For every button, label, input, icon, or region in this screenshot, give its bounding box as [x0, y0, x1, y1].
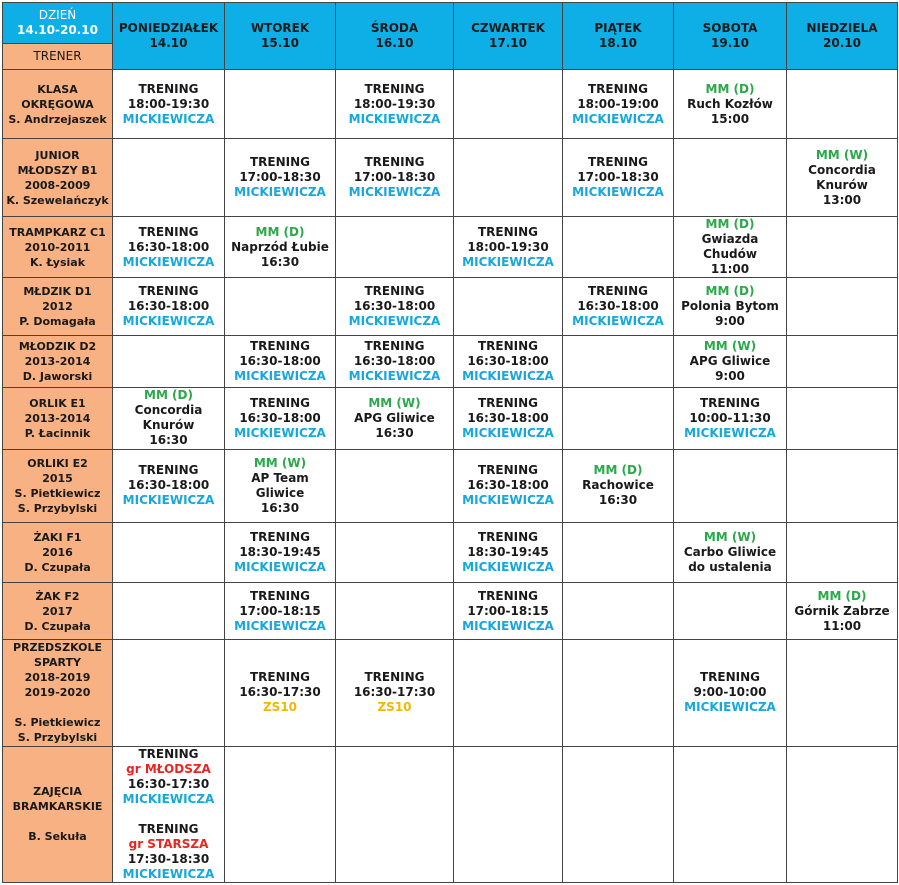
schedule-cell — [563, 139, 674, 217]
entry-line: MICKIEWICZA — [122, 866, 215, 881]
team-line: MŁODSZY B1 — [17, 163, 98, 177]
entry-line: MM (D) — [593, 463, 643, 478]
entry-line: MICKIEWICZA — [122, 791, 215, 806]
schedule-cell — [336, 217, 454, 278]
entry-line: MICKIEWICZA — [122, 493, 215, 508]
entry-line: TRENING — [477, 338, 539, 353]
day-header — [787, 3, 898, 70]
schedule-cell — [563, 583, 674, 640]
day-header — [225, 3, 336, 70]
entry-line: 16:30-18:00 — [127, 299, 210, 314]
schedule-cell — [225, 278, 336, 335]
table-row — [3, 640, 898, 746]
entry-line: ZS10 — [377, 700, 412, 715]
schedule-cell — [563, 217, 674, 278]
day-name: WTOREK — [250, 21, 310, 35]
team-line: KLASA — [37, 82, 78, 96]
schedule-cell — [674, 387, 787, 449]
day-name: CZWARTEK — [471, 21, 545, 35]
entry-line: 9:00 — [715, 314, 745, 329]
entry-line: 16:30-17:30 — [127, 776, 210, 791]
schedule-cell — [563, 335, 674, 387]
entry-line: MICKIEWICZA — [234, 425, 326, 440]
entry-line: MICKIEWICZA — [572, 185, 664, 200]
entry-line: 16:30-18:00 — [127, 478, 210, 493]
team-line: D. Czupała — [24, 619, 91, 633]
schedule-cell — [787, 139, 898, 217]
entry-line: TRENING — [477, 463, 539, 478]
schedule-cell — [225, 583, 336, 640]
entry-line: TRENING — [587, 81, 649, 96]
entry-line: TRENING — [249, 395, 311, 410]
entry-line: 16:30-18:00 — [467, 410, 549, 425]
day-name: ŚRODA — [370, 21, 419, 35]
schedule-cell — [336, 746, 454, 882]
entry-line: TRENING — [477, 395, 539, 410]
entry-line: MICKIEWICZA — [348, 185, 441, 200]
team-line: ŻAKI F1 — [33, 531, 82, 545]
entry-line: TRENING — [477, 530, 539, 545]
team-cell — [3, 583, 113, 640]
entry-line: Chudów — [703, 247, 757, 262]
team-cell — [3, 387, 113, 449]
team-line: SPARTY — [34, 656, 81, 670]
schedule-cell — [336, 335, 454, 387]
team-line: OKRĘGOWA — [21, 97, 94, 111]
entry-line: 16:30-18:00 — [353, 299, 436, 314]
day-name: SOBOTA — [702, 21, 758, 35]
day-date: 14.10 — [149, 36, 188, 50]
entry-line: 18:00-19:30 — [467, 239, 549, 254]
entry-line: MICKIEWICZA — [234, 185, 326, 200]
entry-line: MICKIEWICZA — [234, 560, 326, 575]
entry-line: Rachowice — [582, 478, 654, 493]
entry-line: MICKIEWICZA — [462, 368, 554, 383]
schedule-cell — [674, 583, 787, 640]
entry-line: 9:00-10:00 — [693, 685, 767, 700]
entry-line: TRENING — [138, 81, 199, 96]
schedule-cell — [113, 217, 225, 278]
schedule-cell — [113, 449, 225, 522]
entry-line: 17:00-18:30 — [239, 170, 321, 185]
entry-line: Polonia Bytom — [681, 299, 779, 314]
team-line: S. Andrzejaszek — [8, 112, 107, 126]
schedule-cell — [674, 640, 787, 746]
team-cell — [3, 640, 113, 746]
entry-line: Carbo Gliwice — [683, 545, 777, 560]
schedule-cell — [454, 217, 563, 278]
entry-line: MICKIEWICZA — [348, 368, 441, 383]
team-line: MŁODZIK D2 — [18, 339, 97, 353]
schedule-cell — [336, 278, 454, 335]
team-line: 2012 — [42, 300, 73, 314]
schedule-cell — [225, 387, 336, 449]
entry-line: MICKIEWICZA — [234, 368, 326, 383]
day-header — [563, 3, 674, 70]
entry-line: 17:30-18:30 — [127, 851, 210, 866]
entry-line: MICKIEWICZA — [684, 700, 776, 715]
entry-line: TRENING — [364, 155, 425, 170]
table-row — [3, 70, 898, 139]
entry-line: 16:30 — [260, 254, 300, 269]
entry-line: MM (D) — [705, 284, 755, 299]
team-line: 2019-2020 — [24, 686, 91, 700]
entry-line: MICKIEWICZA — [122, 254, 215, 269]
entry-line: 10:00-11:30 — [689, 410, 771, 425]
schedule-cell — [563, 449, 674, 522]
entry-line: gr STARSZA — [128, 836, 209, 851]
team-line: K. Szewelańczyk — [6, 193, 109, 207]
schedule-cell — [113, 583, 225, 640]
schedule-cell — [454, 278, 563, 335]
table-row — [3, 278, 898, 335]
entry-line: TRENING — [699, 670, 761, 685]
entry-line: 15:00 — [710, 111, 750, 126]
team-line: P. Łacinnik — [24, 426, 91, 440]
schedule-cell — [787, 335, 898, 387]
team-line: MŁDZIK D1 — [23, 285, 92, 299]
schedule-cell — [454, 449, 563, 522]
entry-line: MM (D) — [144, 388, 193, 403]
schedule-cell — [454, 139, 563, 217]
team-cell — [3, 449, 113, 522]
coach-label: TRENER — [3, 44, 113, 70]
schedule-cell — [454, 523, 563, 583]
day-date: 19.10 — [711, 36, 749, 50]
team-line: D. Jaworski — [22, 369, 93, 383]
schedule-cell — [563, 746, 674, 882]
entry-line: MICKIEWICZA — [462, 618, 554, 633]
schedule-cell — [674, 449, 787, 522]
entry-line: TRENING — [138, 284, 199, 299]
entry-line: TRENING — [249, 670, 311, 685]
entry-line: Gliwice — [255, 485, 305, 500]
entry-line: TRENING — [587, 284, 649, 299]
day-name: NIEDZIELA — [806, 21, 878, 35]
schedule-cell — [225, 449, 336, 522]
team-line: ŻAK F2 — [35, 589, 80, 603]
entry-line: Ruch Kozłów — [687, 96, 773, 111]
team-line: 2016 — [42, 546, 73, 560]
entry-line: MICKIEWICZA — [684, 425, 776, 440]
day-header — [674, 3, 787, 70]
schedule-cell — [336, 640, 454, 746]
team-line: 2013-2014 — [24, 411, 91, 425]
day-date: 20.10 — [823, 36, 861, 50]
schedule-cell — [674, 335, 787, 387]
entry-line: MICKIEWICZA — [572, 314, 664, 329]
entry-line: Knurów — [816, 177, 868, 192]
day-date: 17.10 — [489, 36, 527, 50]
team-line: ORLIK E1 — [29, 396, 86, 410]
schedule-cell — [454, 387, 563, 449]
day-name: PIĄTEK — [594, 21, 642, 35]
entry-line: TRENING — [364, 81, 425, 96]
entry-line: Concordia — [808, 162, 876, 177]
entry-line: MICKIEWICZA — [462, 425, 554, 440]
entry-line: 16:30-18:00 — [467, 478, 549, 493]
schedule-cell — [225, 139, 336, 217]
schedule-cell — [225, 335, 336, 387]
week-range: 14.10-20.10 — [17, 23, 98, 37]
entry-line: MM (W) — [368, 395, 421, 410]
team-cell — [3, 278, 113, 335]
entry-line: Górnik Zabrze — [794, 603, 890, 618]
team-line: S. Przybylski — [17, 501, 98, 515]
entry-line: 16:30-18:00 — [239, 353, 321, 368]
entry-line: MICKIEWICZA — [572, 111, 664, 126]
schedule-cell — [225, 217, 336, 278]
entry-line: MICKIEWICZA — [122, 314, 215, 329]
schedule-cell — [674, 746, 787, 882]
day-header — [336, 3, 454, 70]
entry-line: 16:30-18:00 — [127, 239, 210, 254]
schedule-cell — [225, 640, 336, 746]
schedule-cell — [563, 70, 674, 139]
schedule-cell — [113, 278, 225, 335]
entry-line: MM (W) — [815, 147, 869, 162]
day-header — [113, 3, 225, 70]
entry-line: APG Gliwice — [689, 353, 771, 368]
entry-line: 18:30-19:45 — [239, 545, 321, 560]
schedule-cell — [787, 640, 898, 746]
entry-line: TRENING — [587, 155, 649, 170]
schedule-cell — [336, 139, 454, 217]
entry-line: TRENING — [364, 284, 425, 299]
schedule-cell — [563, 278, 674, 335]
entry-line: TRENING — [138, 224, 199, 239]
team-cell — [3, 139, 113, 217]
entry-line: 11:00 — [822, 618, 862, 633]
schedule-cell — [454, 335, 563, 387]
team-cell — [3, 217, 113, 278]
schedule-cell — [674, 139, 787, 217]
entry-line: 18:30-19:45 — [467, 545, 549, 560]
team-line: ZAJĘCIA — [33, 785, 82, 799]
table-row — [3, 139, 898, 217]
entry-line: TRENING — [249, 155, 311, 170]
schedule-cell — [674, 217, 787, 278]
schedule-cell — [674, 523, 787, 583]
entry-line: TRENING — [249, 530, 311, 545]
schedule-cell — [787, 583, 898, 640]
entry-line: APG Gliwice — [354, 410, 435, 425]
table-row — [3, 387, 898, 449]
schedule-cell — [454, 640, 563, 746]
entry-line: 16:30-17:30 — [353, 685, 436, 700]
schedule-cell — [225, 746, 336, 882]
team-cell — [3, 335, 113, 387]
schedule-cell — [336, 449, 454, 522]
entry-line: TRENING — [477, 588, 539, 603]
schedule-cell — [787, 70, 898, 139]
team-line: S. Pietkiewicz — [14, 716, 101, 730]
entry-line: MM (D) — [705, 217, 755, 232]
entry-line: MICKIEWICZA — [348, 314, 441, 329]
team-line: PRZEDSZKOLE — [13, 641, 102, 655]
team-line: 2015 — [42, 471, 73, 485]
entry-line: 11:00 — [710, 262, 750, 277]
entry-line: Knurów — [142, 418, 195, 433]
entry-line: 17:00-18:15 — [467, 603, 549, 618]
entry-line: 16:30-18:00 — [467, 353, 549, 368]
team-line: TRAMPKARZ C1 — [9, 225, 106, 239]
schedule-cell — [113, 335, 225, 387]
entry-line: 16:30 — [260, 500, 300, 515]
entry-line: 17:00-18:30 — [353, 170, 436, 185]
day-date: 15.10 — [261, 36, 299, 50]
entry-line: 16:30 — [598, 493, 638, 508]
entry-line: TRENING — [249, 338, 311, 353]
entry-line: MM (W) — [253, 455, 307, 470]
day-header — [454, 3, 563, 70]
team-line: S. Pietkiewicz — [14, 486, 101, 500]
day-label: DZIEŃ — [38, 8, 77, 22]
entry-line: 17:00-18:15 — [239, 603, 321, 618]
entry-line: 16:30-18:00 — [239, 410, 321, 425]
schedule-cell — [113, 387, 225, 449]
schedule-cell — [336, 523, 454, 583]
table-row — [3, 583, 898, 640]
entry-line: 13:00 — [822, 192, 862, 207]
entry-line: MM (D) — [705, 81, 755, 96]
team-line: JUNIOR — [35, 148, 80, 162]
entry-line: AP Team — [251, 470, 309, 485]
table-row — [3, 746, 898, 882]
entry-line: TRENING — [138, 463, 199, 478]
entry-line: MICKIEWICZA — [234, 618, 326, 633]
entry-line: MM (W) — [703, 530, 757, 545]
day-date: 16.10 — [375, 36, 414, 50]
team-line: ORLIKI E2 — [27, 456, 88, 470]
schedule-cell — [113, 746, 225, 882]
schedule-cell — [674, 70, 787, 139]
entry-line: TRENING — [138, 746, 199, 761]
entry-line: 16:30 — [375, 425, 414, 440]
schedule-cell — [454, 70, 563, 139]
team-line: BRAMKARSKIE — [12, 800, 103, 814]
entry-line: gr MŁODSZA — [126, 761, 211, 776]
entry-line: TRENING — [364, 338, 425, 353]
team-line: 2008-2009 — [24, 178, 91, 192]
schedule-cell — [225, 523, 336, 583]
team-line: S. Przybylski — [17, 731, 98, 745]
schedule-cell — [787, 449, 898, 522]
table-row — [3, 335, 898, 387]
schedule-cell — [113, 640, 225, 746]
entry-line: 18:00-19:00 — [577, 96, 659, 111]
entry-line: Concordia — [134, 403, 203, 418]
entry-line: Naprzód Łubie — [231, 239, 329, 254]
schedule-cell — [787, 278, 898, 335]
team-line: K. Łysiak — [29, 255, 86, 269]
team-cell — [3, 70, 113, 139]
schedule-cell — [787, 217, 898, 278]
schedule-cell — [454, 583, 563, 640]
schedule-cell — [336, 583, 454, 640]
team-line: 2018-2019 — [24, 671, 91, 685]
day-date: 18.10 — [599, 36, 637, 50]
entry-line: MM (D) — [255, 224, 305, 239]
entry-line: TRENING — [699, 395, 761, 410]
entry-line: 16:30-17:30 — [239, 685, 321, 700]
entry-line: MICKIEWICZA — [462, 493, 554, 508]
entry-line — [113, 807, 224, 822]
schedule-cell — [563, 523, 674, 583]
entry-line: 18:00-19:30 — [353, 96, 436, 111]
team-line: D. Czupała — [24, 561, 91, 575]
entry-line: MICKIEWICZA — [122, 111, 215, 126]
table-row — [3, 449, 898, 522]
team-line: B. Sekuła — [28, 830, 87, 844]
entry-line: do ustalenia — [688, 560, 772, 575]
entry-line: TRENING — [364, 670, 425, 685]
entry-line: MICKIEWICZA — [462, 254, 554, 269]
table-row — [3, 217, 898, 278]
entry-line: Gwiazda — [701, 232, 759, 247]
team-line — [3, 700, 112, 715]
entry-line: 16:30-18:00 — [353, 353, 436, 368]
team-line — [3, 814, 112, 829]
entry-line: MICKIEWICZA — [348, 111, 441, 126]
schedule-cell — [113, 523, 225, 583]
entry-line: TRENING — [138, 821, 199, 836]
entry-line: 16:30 — [149, 433, 188, 448]
team-line: P. Domagała — [19, 315, 96, 329]
table-row — [3, 523, 898, 583]
schedule-cell — [113, 139, 225, 217]
schedule-table — [2, 2, 898, 883]
entry-line: 17:00-18:30 — [577, 170, 659, 185]
schedule-cell — [787, 746, 898, 882]
team-line: 2017 — [42, 604, 73, 618]
entry-line: TRENING — [249, 588, 311, 603]
entry-line: 9:00 — [715, 368, 745, 383]
day-name: PONIEDZIAŁEK — [118, 21, 219, 35]
schedule-cell — [225, 70, 336, 139]
team-line: 2010-2011 — [24, 240, 91, 254]
entry-line: MM (D) — [817, 588, 867, 603]
schedule-cell — [563, 640, 674, 746]
schedule-cell — [563, 387, 674, 449]
team-cell — [3, 746, 113, 882]
entry-line: ZS10 — [262, 700, 298, 715]
entry-line: TRENING — [477, 224, 539, 239]
schedule-body — [3, 70, 898, 883]
team-cell — [3, 523, 113, 583]
schedule-cell — [454, 746, 563, 882]
entry-line: 16:30-18:00 — [577, 299, 659, 314]
schedule-cell — [787, 523, 898, 583]
schedule-cell — [336, 70, 454, 139]
schedule-cell — [787, 387, 898, 449]
corner-day-range — [3, 3, 113, 44]
schedule-cell — [336, 387, 454, 449]
team-line: 2013-2014 — [24, 354, 91, 368]
schedule-cell — [674, 278, 787, 335]
schedule-cell — [113, 70, 225, 139]
entry-line: MM (W) — [703, 338, 757, 353]
entry-line: MICKIEWICZA — [462, 560, 554, 575]
entry-line: 18:00-19:30 — [127, 96, 210, 111]
